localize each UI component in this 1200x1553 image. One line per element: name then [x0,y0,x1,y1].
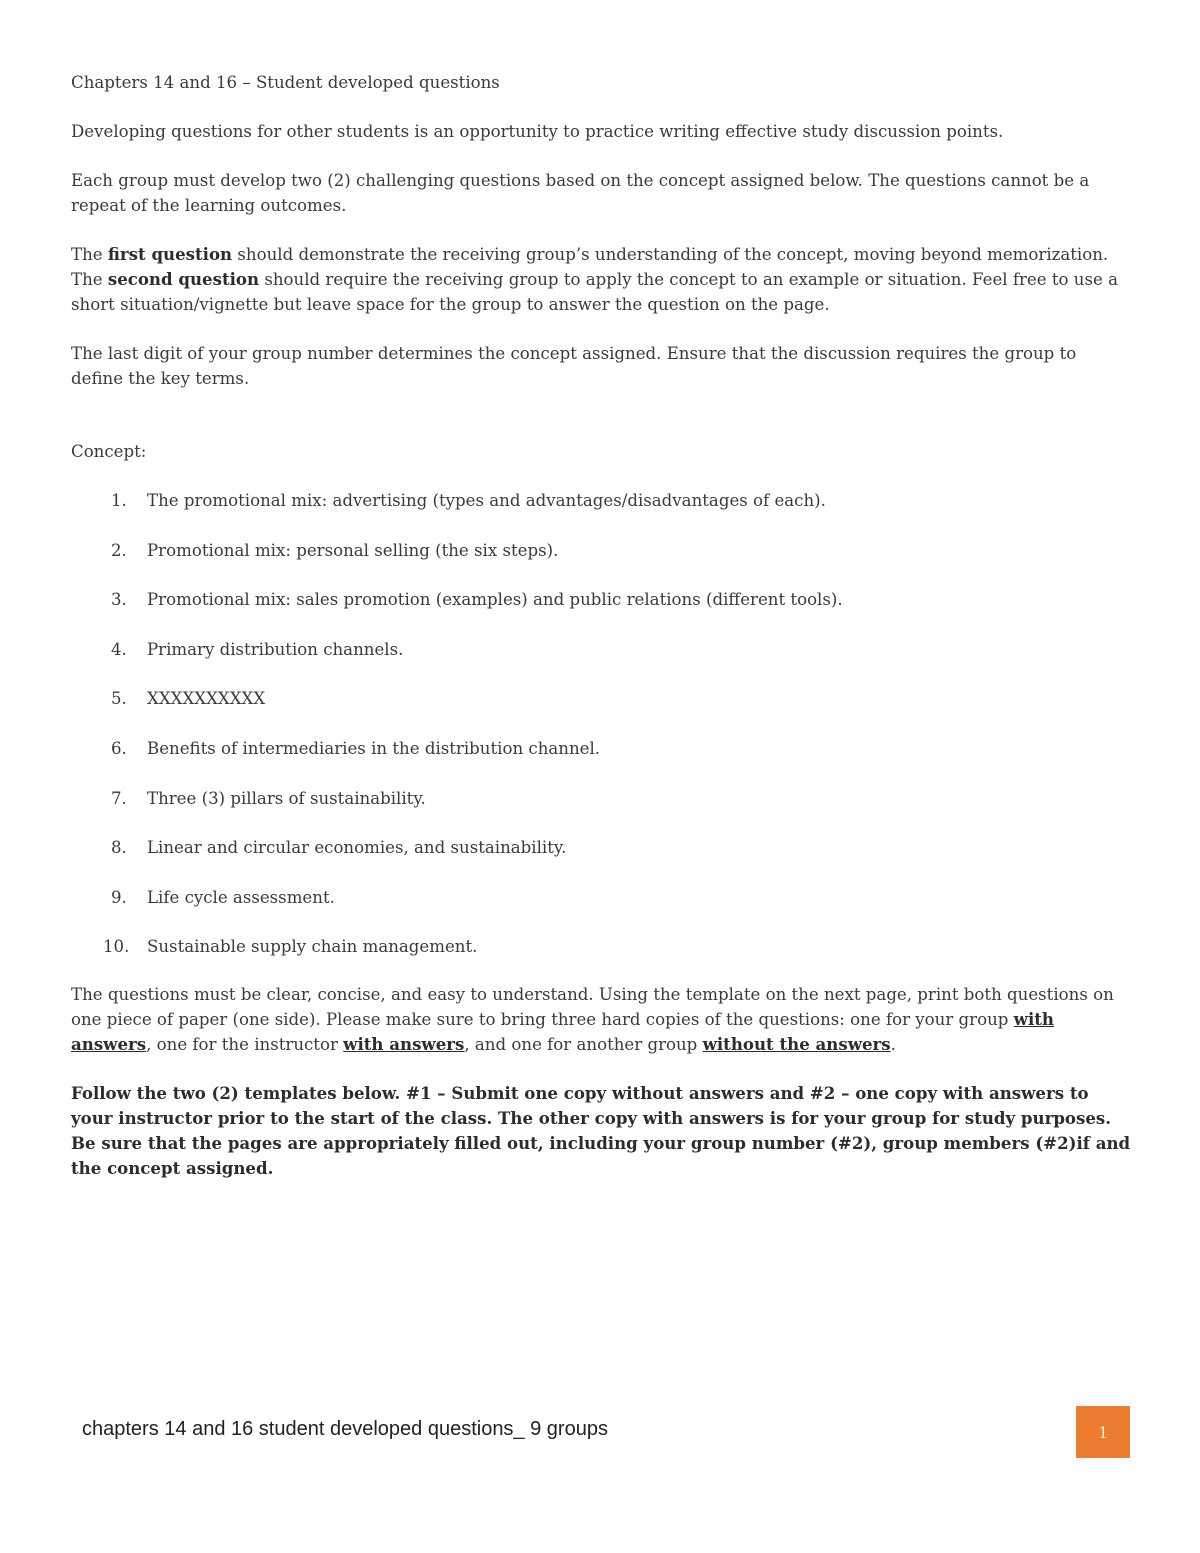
questions-text-2: should demonstrate the receiving group’s understanding of the concept, moving beyond memorization. The [71,245,1109,289]
concept-number: 2. [111,540,127,560]
concept-item [71,587,1131,612]
clear-text-1: The questions must be clear, concise, and easy to understand. Using the template on the next page, print both questions on one piece of paper (one side). Please make sure to bring three hard copies of the questions: one for your group [71,984,1114,1029]
concept-item [71,736,1131,761]
concept-item [71,885,1131,910]
concept-list [71,488,1131,959]
page-number-badge: 1 [1076,1406,1130,1458]
second-question-bold: second question [107,269,260,289]
concept-number: 6. [111,738,127,758]
intro-paragraph: Developing questions for other students is an opportunity to practice writing effective study discussion points. [71,122,1004,141]
concept-text: Sustainable supply chain management. [147,937,478,957]
concept-number: 3. [111,590,127,610]
concept-number: 7. [111,788,127,808]
follow-paragraph: Follow the two (2) templates below. #1 – Submit one copy without answers and #2 – one copy with answers to your instructor prior to the start of the class. The other copy with answers is for your group for study purposes. Be sure that the pages are appropriately filled out, including your group number (#2), group members (#2)if and the concept assigned. [71,1082,1131,1178]
concept-text: The promotional mix: advertising (types and advantages/disadvantages of each). [147,491,826,510]
concept-item [71,637,1131,662]
concept-item [71,686,1131,711]
concept-item [71,538,1131,563]
concept-number: 10. [103,937,130,957]
concept-number: 5. [111,689,127,709]
concept-text: Promotional mix: sales promotion (examples) and public relations (different tools). [147,590,843,610]
document-title: Chapters 14 and 16 – Student developed questions [71,73,500,92]
concept-item [71,835,1131,860]
concept-text: Three (3) pillars of sustainability. [147,788,426,808]
without-answers-underlined: without the answers [702,1033,891,1054]
with-answers-underlined-1: with answers [71,1008,1054,1054]
clear-text-4: . [890,1034,896,1054]
with-answers-underlined-2: with answers [343,1033,465,1054]
concept-text: Promotional mix: personal selling (the six steps). [147,540,559,560]
questions-text-3: should require the receiving group to apply the concept to an example or situation. Feel free to use a short situation/vignette but leave space for the group to answer the question on the page. [71,270,1118,314]
each-group-paragraph: Each group must develop two (2) challenging questions based on the concept assigned below. The questions cannot be a repeat of the learning outcomes. [71,171,1090,215]
questions-text-1: The [71,245,108,264]
concept-text: Linear and circular economies, and sustainability. [147,838,567,858]
concept-text: Primary distribution channels. [147,639,404,659]
concept-text: Life cycle assessment. [147,887,335,907]
concept-text: XXXXXXXXXX [147,689,266,709]
questions-paragraph [71,242,1131,317]
first-question-bold: first question [107,244,233,264]
clear-paragraph [71,982,1131,1057]
last-digit-paragraph: The last digit of your group number determines the concept assigned. Ensure that the discussion requires the group to define the key terms. [71,344,1077,388]
concept-item [71,934,1131,959]
document-body [71,70,1131,1205]
concept-number: 9. [111,887,127,907]
concept-number: 8. [111,838,127,858]
concept-label: Concept: [71,442,147,461]
clear-text-3: , and one for another group [464,1034,703,1054]
concept-item [71,488,1131,513]
clear-text-2: , one for the instructor [146,1034,344,1054]
footer-text: chapters 14 and 16 student developed questions_ 9 groups [82,1418,608,1440]
concept-item [71,786,1131,811]
concept-number: 4. [111,639,127,659]
concept-number: 1. [111,491,127,510]
concept-text: Benefits of intermediaries in the distribution channel. [147,738,601,758]
